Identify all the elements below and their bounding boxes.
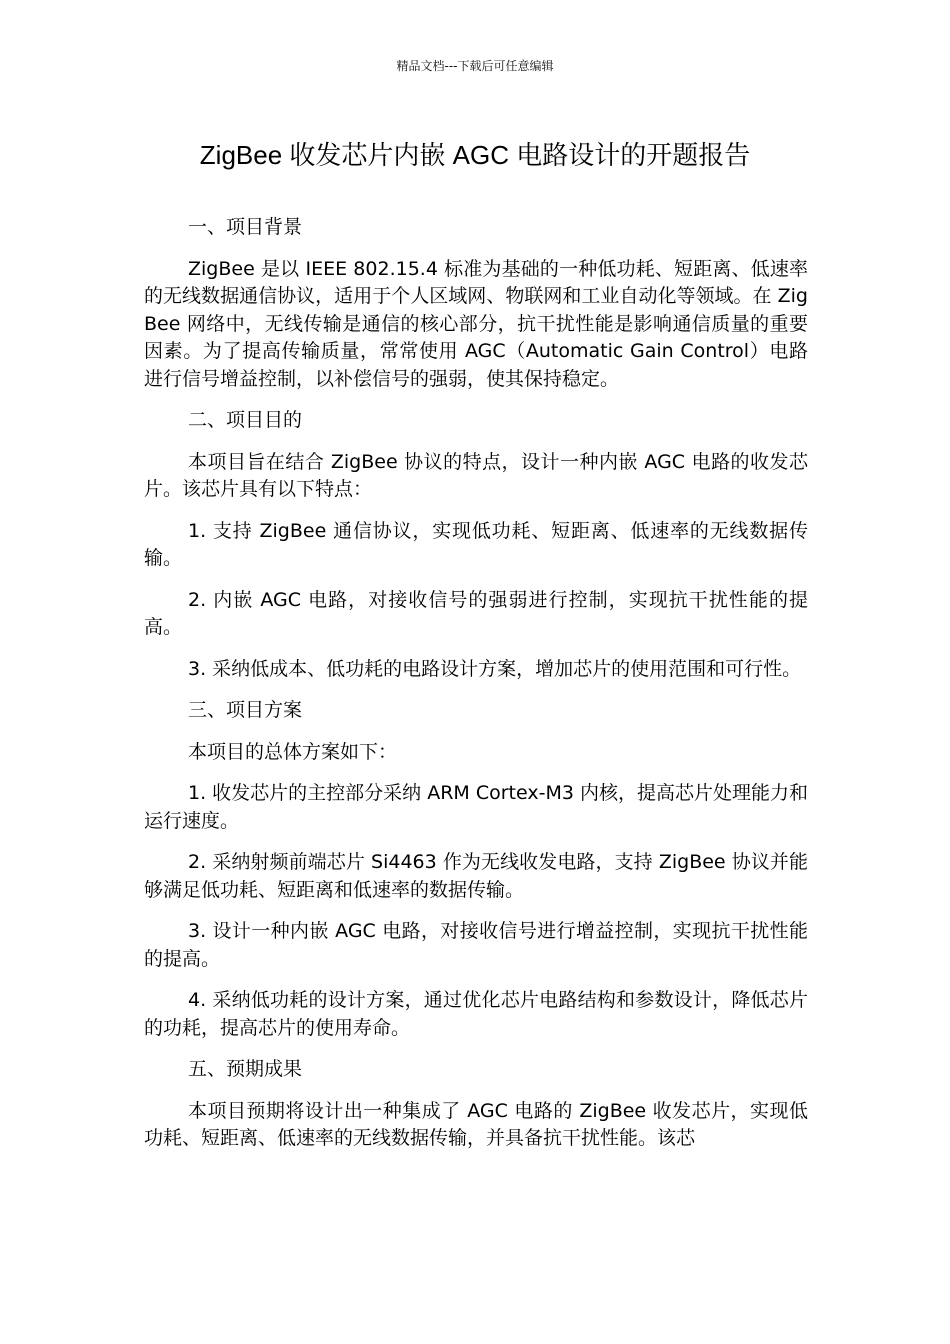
list-item-plan-1: 1. 收发芯片的主控部分采纳 ARM Cortex-M3 内核，提高芯片处理能力和运行速度。 (144, 782, 808, 832)
page-header-note: 精品文档---下载后可任意编辑 (396, 59, 554, 73)
paragraph-results: 本项目预期将设计出一种集成了 AGC 电路的 ZigBee 收发芯片，实现低功耗、短距离、低速率的无线数据传输，并具备抗干扰性能。该芯 (144, 1099, 808, 1149)
list-item-plan-3: 3. 设计一种内嵌 AGC 电路，对接收信号进行增益控制，实现抗干扰性能的提高。 (144, 920, 808, 970)
section-heading-background: 一、项目背景 (188, 216, 303, 238)
list-item-purpose-3: 3. 采纳低成本、低功耗的电路设计方案，增加芯片的使用范围和可行性。 (188, 657, 802, 680)
document-title: ZigBee 收发芯片内嵌 AGC 电路设计的开题报告 (199, 140, 751, 170)
section-heading-results: 五、预期成果 (188, 1058, 303, 1080)
list-item-purpose-2: 2. 内嵌 AGC 电路，对接收信号的强弱进行控制，实现抗干扰性能的提高。 (144, 588, 808, 638)
list-item-plan-4: 4. 采纳低功耗的设计方案，通过优化芯片电路结构和参数设计，降低芯片的功耗，提高芯片的使用寿命。 (144, 989, 808, 1039)
list-item-purpose-1: 1. 支持 ZigBee 通信协议，实现低功耗、短距离、低速率的无线数据传输。 (144, 519, 808, 569)
list-item-plan-2: 2. 采纳射频前端芯片 Si4463 作为无线收发电路，支持 ZigBee 协议并能够满足低功耗、短距离和低速率的数据传输。 (144, 851, 808, 901)
paragraph-background: ZigBee 是以 IEEE 802.15.4 标准为基础的一种低功耗、短距离、低速率的无线数据通信协议，适用于个人区域网、物联网和工业自动化等领域。在 ZigBee 网络中，无线传输是通信的核心部分，抗干扰性能是影响通信质量的重要因素。为了提高传输质量，常常使用 AGC（Automatic Gain Control）电路进行信号增益控制，以补偿信号的强弱，使其保持稳定。 (144, 257, 808, 390)
document-body (144, 214, 808, 1167)
paragraph-purpose: 本项目旨在结合 ZigBee 协议的特点，设计一种内嵌 AGC 电路的收发芯片。该芯片具有以下特点： (144, 450, 808, 500)
section-heading-plan: 三、项目方案 (188, 699, 303, 721)
paragraph-plan: 本项目的总体方案如下： (188, 740, 398, 763)
section-heading-purpose: 二、项目目的 (188, 409, 303, 431)
